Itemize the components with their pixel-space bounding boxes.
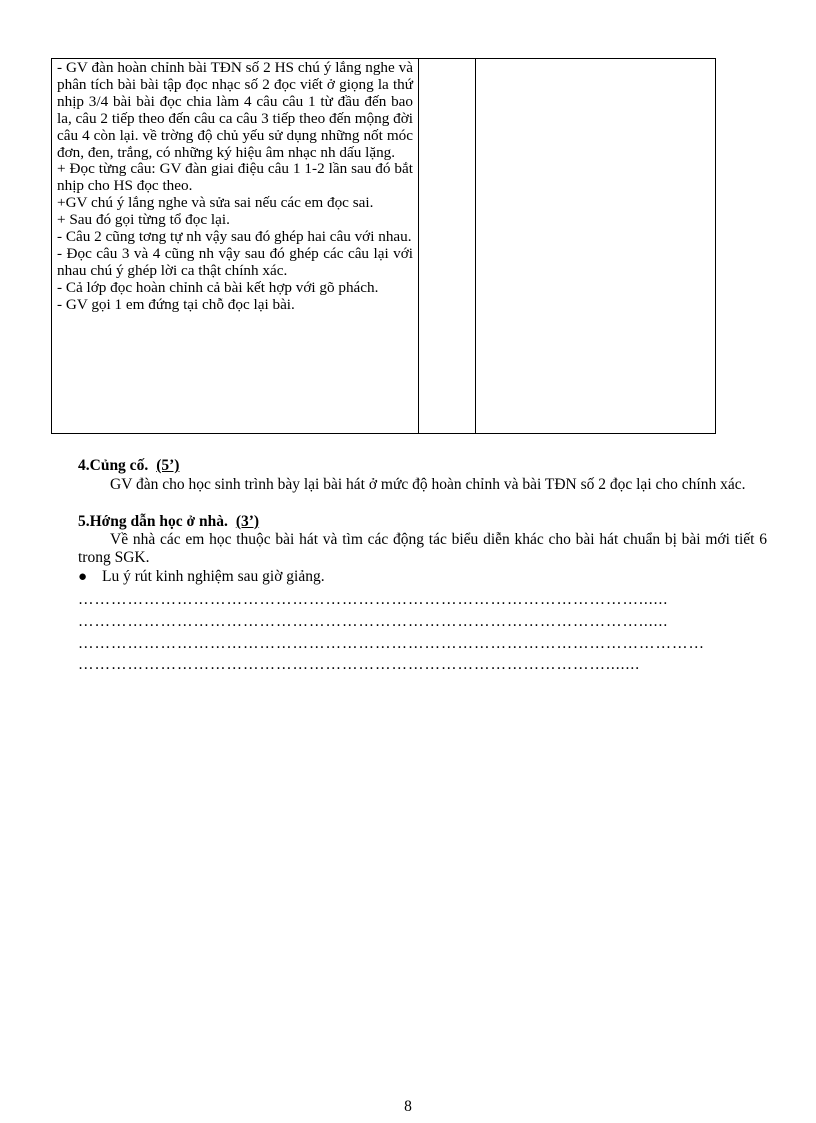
section-4-body <box>78 476 767 494</box>
activity-cell <box>52 59 419 434</box>
bullet-icon: ● <box>78 569 88 585</box>
section-5-body <box>78 531 767 566</box>
section-4-title: 4.Củng cố. <box>78 457 149 474</box>
empty-cell <box>419 59 476 434</box>
activity-line: - Đọc câu 3 và 4 cũng nh vậy sau đó ghép các câu lại với nhau chú ý ghép lời ca thật chính xác. <box>57 244 413 279</box>
section-4-time: (5’) <box>156 457 180 474</box>
activity-line: - GV gọi 1 em đứng tại chỗ đọc lại bài. <box>57 295 295 313</box>
table-row <box>52 59 716 434</box>
bullet-text: Lu ý rút kinh nghiệm sau giờ giảng. <box>102 568 325 585</box>
lesson-table <box>51 58 716 434</box>
fill-line: ……………………………………………………………………………………....... <box>78 656 641 673</box>
activity-line: +GV chú ý lắng nghe và sửa sai nếu các em đọc sai. <box>57 194 374 212</box>
activity-line: + Đọc từng câu: GV đàn giai điệu câu 1 1-2 lần sau đó bắt nhịp cho HS đọc theo. <box>57 160 413 195</box>
section-4-text: GV đàn cho học sinh trình bày lại bài hát ở mức độ hoàn chỉnh và bài TĐN số 2 đọc lại cho chính xác. <box>110 476 746 493</box>
section-5-heading <box>78 513 259 531</box>
fill-line: …………………………………………………………………………………………………… <box>78 635 705 652</box>
fill-line: …………………………………………………………………………………………...... <box>78 613 669 630</box>
section-5-text: Về nhà các em học thuộc bài hát và tìm các động tác biểu diễn khác cho bài hát chuẩn bị bài mới tiết 6 trong SGK. <box>78 531 767 566</box>
section-5-title: 5.Hớng dẫn học ở nhà. <box>78 513 228 530</box>
bullet-item <box>78 568 325 586</box>
empty-cell <box>476 59 716 434</box>
page-number: 8 <box>404 1098 412 1115</box>
section-4-heading <box>78 457 179 475</box>
activity-line: + Sau đó gọi từng tổ đọc lại. <box>57 211 230 229</box>
activity-line: - Câu 2 cũng tơng tự nh vậy sau đó ghép hai câu với nhau. <box>57 228 412 246</box>
section-5-time: (3’) <box>235 513 260 530</box>
fill-line: …………………………………………………………………………………………...... <box>78 591 669 608</box>
activity-line: - Cả lớp đọc hoàn chỉnh cả bài kết hợp với gõ phách. <box>57 278 379 296</box>
activity-text <box>52 59 418 314</box>
activity-line: - GV đàn hoàn chỉnh bài TĐN số 2 HS chú ý lắng nghe và phân tích bài bài tập đọc nhạc số 2 đọc viết ở giọng la thứ nhịp 3/4 bài bài đọc chia làm 4 câu câu 1 từ đầu đến bao la, câu 2 tiếp theo đến câu ca câu 3 tiếp theo đến mộng đời câu 4 còn lại. về trờng độ chủ yếu sử dụng những nốt móc đơn, đen, trắng, có những ký hiệu âm nhạc nh dấu lặng. <box>57 59 413 161</box>
